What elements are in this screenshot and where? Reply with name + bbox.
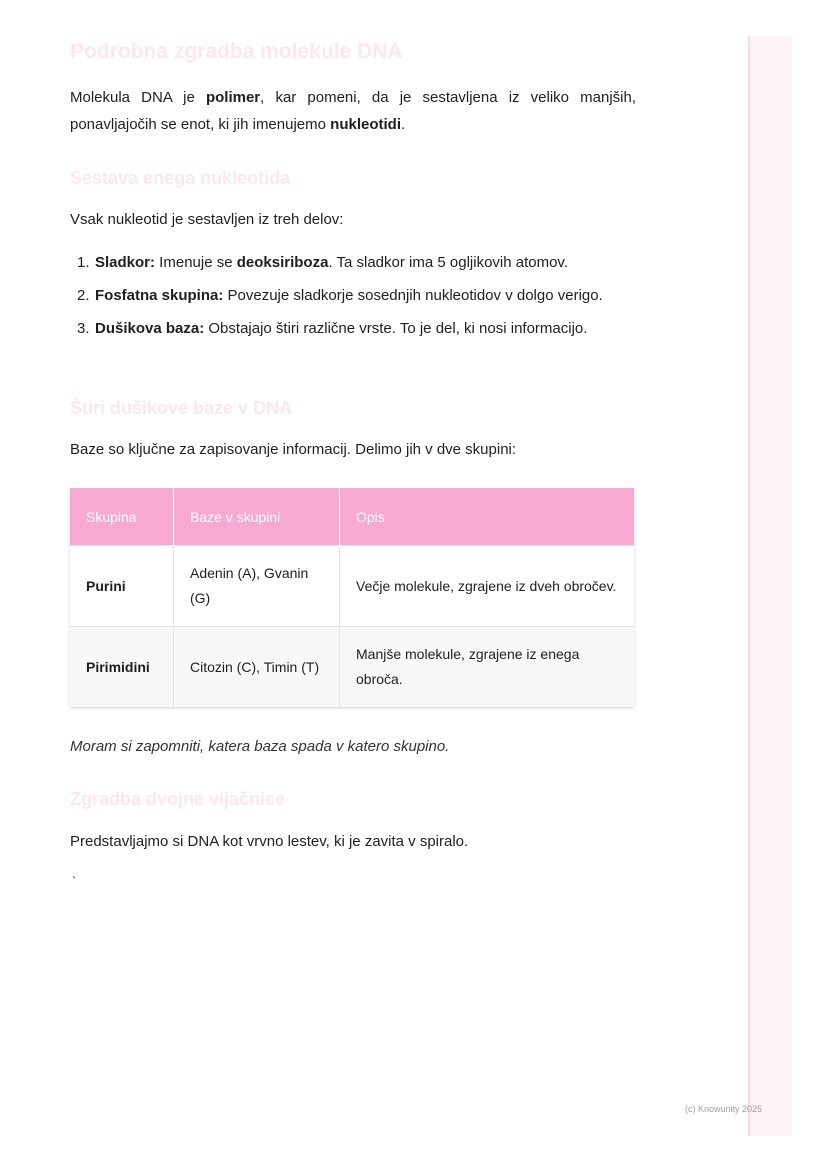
list-item-bold: deoksiriboza xyxy=(236,254,329,271)
intro-text-1: Molekula DNA je xyxy=(70,89,206,106)
table-header-cell: Skupina xyxy=(70,488,174,546)
table-cell-group: Purini xyxy=(70,546,174,627)
copyright-footer: (c) Knowunity 2025 xyxy=(685,1104,763,1114)
list-number: 2. xyxy=(77,287,90,304)
section-heading-nucleotide: Sestava enega nukleotida xyxy=(70,168,291,188)
page-title: Podrobna zgradba molekule DNA xyxy=(70,40,403,63)
list-number: 3. xyxy=(77,320,90,337)
list-item xyxy=(70,250,636,275)
intro-text-2: , kar pomeni, da je sestavljena iz veliko manjših, ponavljajočih se enot, ki jih imenujemo xyxy=(70,89,636,133)
table-header-cell: Baze v skupini xyxy=(174,488,340,546)
intro-bold-polimer: polimer xyxy=(205,89,261,106)
table-cell-description: Večje molekule, zgrajene iz dveh obročev. xyxy=(340,546,635,627)
list-item-text: Imenuje se xyxy=(155,254,237,271)
stray-backtick: ` xyxy=(72,874,77,889)
table-cell-bases: Citozin (C), Timin (T) xyxy=(174,627,340,708)
list-item-label: Sladkor: xyxy=(95,254,156,271)
list-item-text: Povezuje sladkorje sosednjih nukleotidov v dolgo verigo. xyxy=(223,287,603,304)
list-item xyxy=(70,316,636,341)
helix-text: Predstavljajmo si DNA kot vrvno lestev, ki je zavita v spiralo. xyxy=(70,833,469,850)
table-row xyxy=(70,546,634,627)
list-item-label: Fosfatna skupina: xyxy=(95,287,224,304)
nucleotide-parts-list xyxy=(70,250,636,349)
table-cell-group: Pirimidini xyxy=(70,627,174,708)
margin-band xyxy=(748,36,792,1136)
memo-note: Moram si zapomniti, katera baza spada v katero skupino. xyxy=(70,738,450,755)
section-heading-bases: Štiri dušikove baze v DNA xyxy=(70,398,293,418)
table-cell-description: Manjše molekule, zgrajene iz enega obroča. xyxy=(340,627,635,708)
table-header-row xyxy=(70,488,634,546)
bases-table xyxy=(70,488,634,707)
list-number: 1. xyxy=(77,254,90,271)
bases-intro-text: Baze so ključne za zapisovanje informacij. Delimo jih v dve skupini: xyxy=(70,441,517,458)
list-item-label: Dušikova baza: xyxy=(95,320,205,337)
table-cell-bases: Adenin (A), Gvanin (G) xyxy=(174,546,340,627)
intro-text-3: . xyxy=(401,116,406,133)
margin-line xyxy=(748,36,750,1136)
nucleotide-intro-text: Vsak nukleotid je sestavljen iz treh delov: xyxy=(70,211,344,228)
list-item-text: Obstajajo štiri različne vrste. To je del, ki nosi informacijo. xyxy=(204,320,588,337)
table-header-cell: Opis xyxy=(340,488,635,546)
table-row xyxy=(70,627,634,708)
section-heading-helix: Zgradba dvojne vijačnice xyxy=(70,789,286,809)
list-item-text-2: . Ta sladkor ima 5 ogljikovih atomov. xyxy=(328,254,568,271)
intro-bold-nukleotidi: nukleotidi xyxy=(330,116,401,133)
list-item xyxy=(70,283,636,308)
intro-paragraph xyxy=(70,84,636,138)
